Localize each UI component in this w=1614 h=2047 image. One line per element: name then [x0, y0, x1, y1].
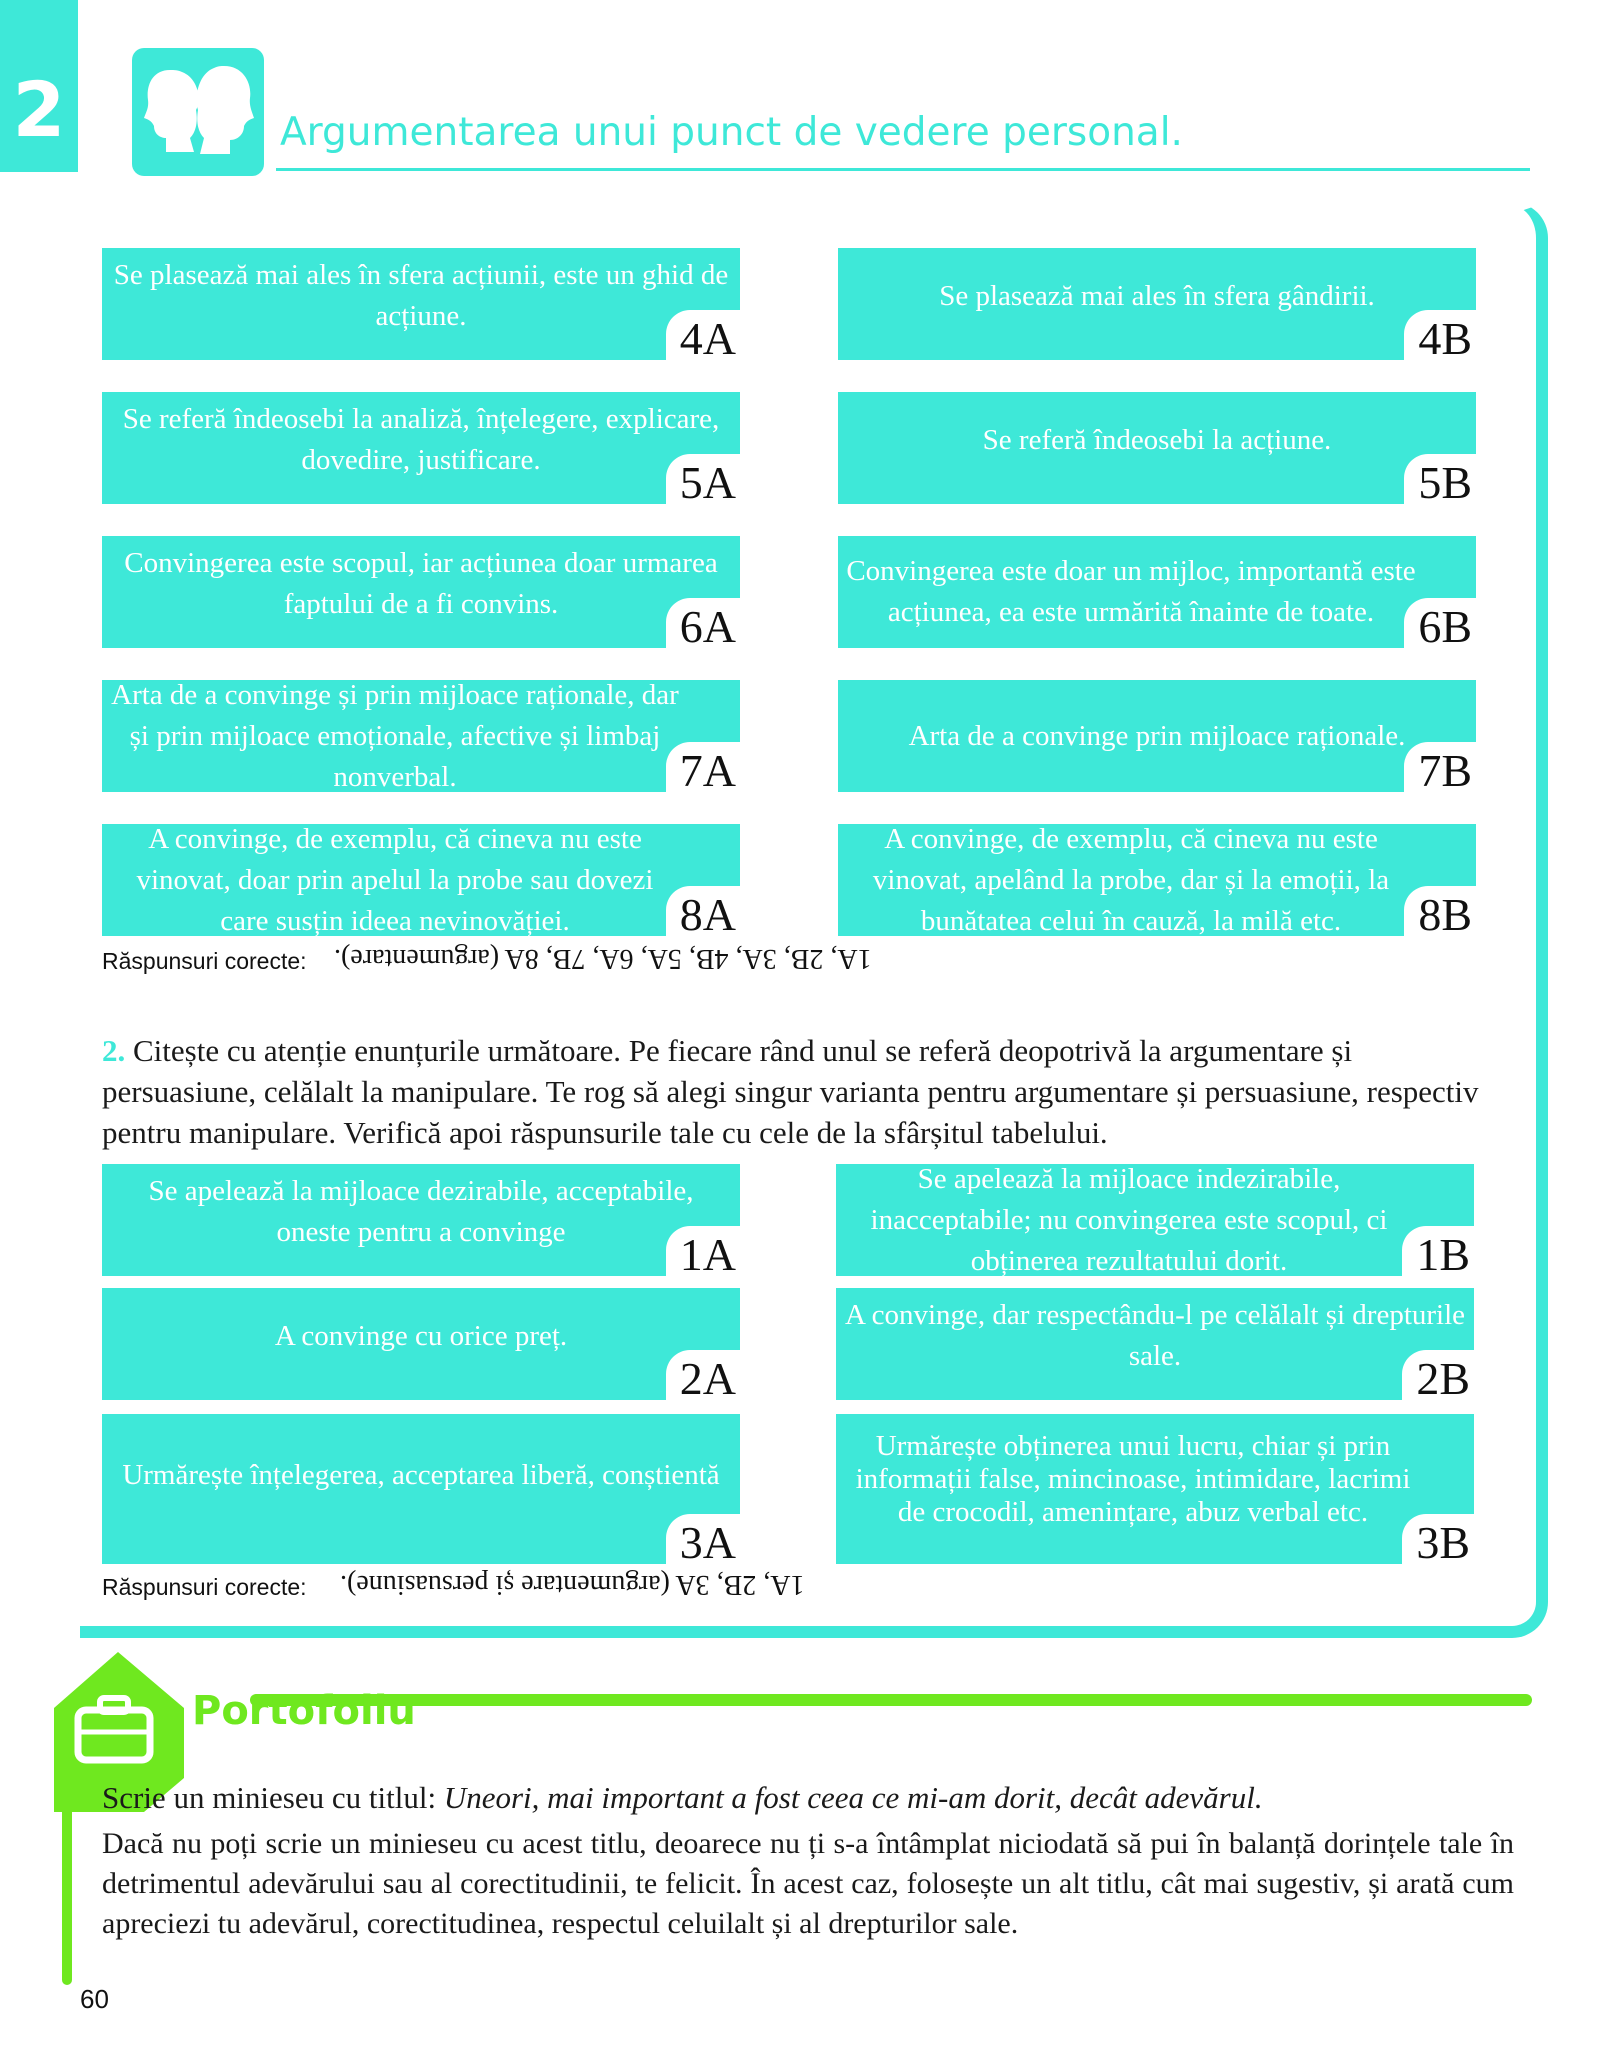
cell-tag: 4B: [1404, 310, 1476, 362]
cell-text: A convinge, de exemplu, că cineva nu este vinovat, apelând la probe, dar și la emoții, la bunătatea celui în cauză, la milă etc.: [872, 822, 1390, 937]
cell-text: Se referă îndeosebi la acțiune.: [982, 423, 1332, 456]
cell-tag: 8B: [1404, 886, 1476, 938]
exercise-instructions: [102, 1030, 1482, 1153]
cell-text: Arta de a convinge prin mijloace raționale.: [908, 719, 1406, 752]
table-cell: [102, 536, 740, 652]
table-cell: [838, 536, 1476, 652]
cell-tag: 8A: [666, 886, 740, 938]
cell-text: Se apelează la mijloace indezirabile, inacceptabile; nu convingerea este scopul, ci obținerea rezultatului dorit.: [870, 1162, 1388, 1277]
table-cell: [836, 1162, 1474, 1280]
cell-text: Se referă îndeosebi la analiză, înțelegere, explicare, dovedire, justificare.: [122, 403, 720, 476]
cell-tag: 4A: [666, 310, 740, 362]
two-heads-profile-icon: [132, 48, 264, 176]
portfolio-paragraph: Dacă nu poți scrie un minieseu cu acest titlu, deoarece nu ți s-a întâmplat niciodată să pui în balanță dorințele tale în detrimentul adevărului sau al corectitudinii, te felicit. În acest caz, folosește un alt titlu, cât mai sugestiv, și arată cum apreciezi tu adevărul, corectitudinea, respectul celuilalt și al drepturilor sale.: [102, 1827, 1514, 1940]
cell-text: Se plasează mai ales în sfera gândirii.: [939, 279, 1375, 312]
table-cell: [102, 392, 740, 508]
table-cell: [102, 1164, 740, 1280]
cell-tag: 5B: [1404, 454, 1476, 506]
cell-tag: 7B: [1404, 742, 1476, 794]
cell-text: Urmărește înțelegerea, acceptarea liberă, conștientă: [122, 1458, 720, 1491]
cell-text: A convinge cu orice preț.: [274, 1319, 568, 1352]
answers-label: Răspunsuri corecte:: [102, 948, 307, 974]
table-cell: [838, 822, 1476, 940]
table-cell: [102, 1288, 740, 1404]
answers-label: Răspunsuri corecte:: [102, 1574, 307, 1600]
cell-tag: 1B: [1402, 1226, 1474, 1278]
table-cell: [102, 248, 740, 364]
table-cell: [836, 1414, 1474, 1568]
cell-text: Arta de a convinge și prin mijloace raționale, dar și prin mijloace emoționale, afective și limbaj nonverbal.: [111, 678, 679, 793]
cell-tag: 3A: [666, 1514, 740, 1566]
cell-text: Convingerea este scopul, iar acțiunea doar urmarea faptului de a fi convins.: [124, 547, 718, 620]
page-title: Argumentarea unui punct de vedere personal.: [280, 110, 1183, 155]
cell-tag: 6A: [666, 598, 740, 650]
portfolio-title: Portofoliu: [192, 1688, 416, 1734]
table-cell: [838, 248, 1476, 364]
answers-upside-down: 1A, 2B, 3A (argumentare și persuasiune).: [340, 1569, 805, 1600]
exercise-number: 2.: [102, 1033, 126, 1068]
page-number: 60: [80, 1984, 109, 2014]
cell-text: Urmărește obținerea unui lucru, chiar și prin informații false, mincinoase, intimidare, lacrimi de crocodil, amenințare, abuz verbal etc.: [855, 1429, 1411, 1528]
table-cell: [102, 678, 740, 796]
cell-tag: 1A: [666, 1226, 740, 1278]
table-cell: [102, 822, 740, 940]
cell-tag: 6B: [1404, 598, 1476, 650]
table-cell: [838, 392, 1476, 508]
chapter-number: 2: [12, 65, 66, 154]
cell-tag: 5A: [666, 454, 740, 506]
answers-upside-down: 1A, 2B, 3A, 4B, 5A, 6A, 7B, 8A (argumentare).: [334, 943, 872, 974]
table-cell: [836, 1288, 1474, 1404]
cell-text: A convinge, dar respectându-l pe celălalt și drepturile sale.: [844, 1299, 1466, 1372]
cell-text: Convingerea este doar un mijloc, importantă este acțiunea, ea este urmărită înainte de toate.: [846, 555, 1416, 628]
cell-tag: 2B: [1402, 1350, 1474, 1402]
portfolio-top-rule: [250, 1694, 1532, 1706]
portfolio-prompt-prefix: Scrie un minieseu cu titlul:: [102, 1780, 437, 1815]
essay-title: Uneori, mai important a fost ceea ce mi-am dorit, decât adevărul.: [443, 1780, 1263, 1815]
cell-text: A convinge, de exemplu, că cineva nu este vinovat, doar prin apelul la probe sau dovezi care susțin ideea nevinovăției.: [136, 822, 654, 937]
cell-tag: 2A: [666, 1350, 740, 1402]
cell-text: Se plasează mai ales în sfera acțiunii, este un ghid de acțiune.: [113, 259, 729, 332]
cell-tag: 3B: [1402, 1514, 1474, 1566]
header-divider: [276, 168, 1530, 171]
exercise-text: Citește cu atenție enunțurile următoare. Pe fiecare rând unul se referă deopotrivă la argumentare și persuasiune, celălalt la manipulare. Te rog să alegi singur varianta pentru argumentare și persuasiune, respectiv pentru manipulare. Verifică apoi răspunsurile tale cu cele de la sfârșitul tabelului.: [102, 1033, 1479, 1150]
table-cell: [102, 1414, 740, 1568]
cell-text: Se apelează la mijloace dezirabile, acceptabile, oneste pentru a convinge: [148, 1175, 694, 1248]
table-cell: [838, 680, 1476, 796]
cell-tag: 7A: [666, 742, 740, 794]
portfolio-prompt: [102, 1778, 1263, 1818]
